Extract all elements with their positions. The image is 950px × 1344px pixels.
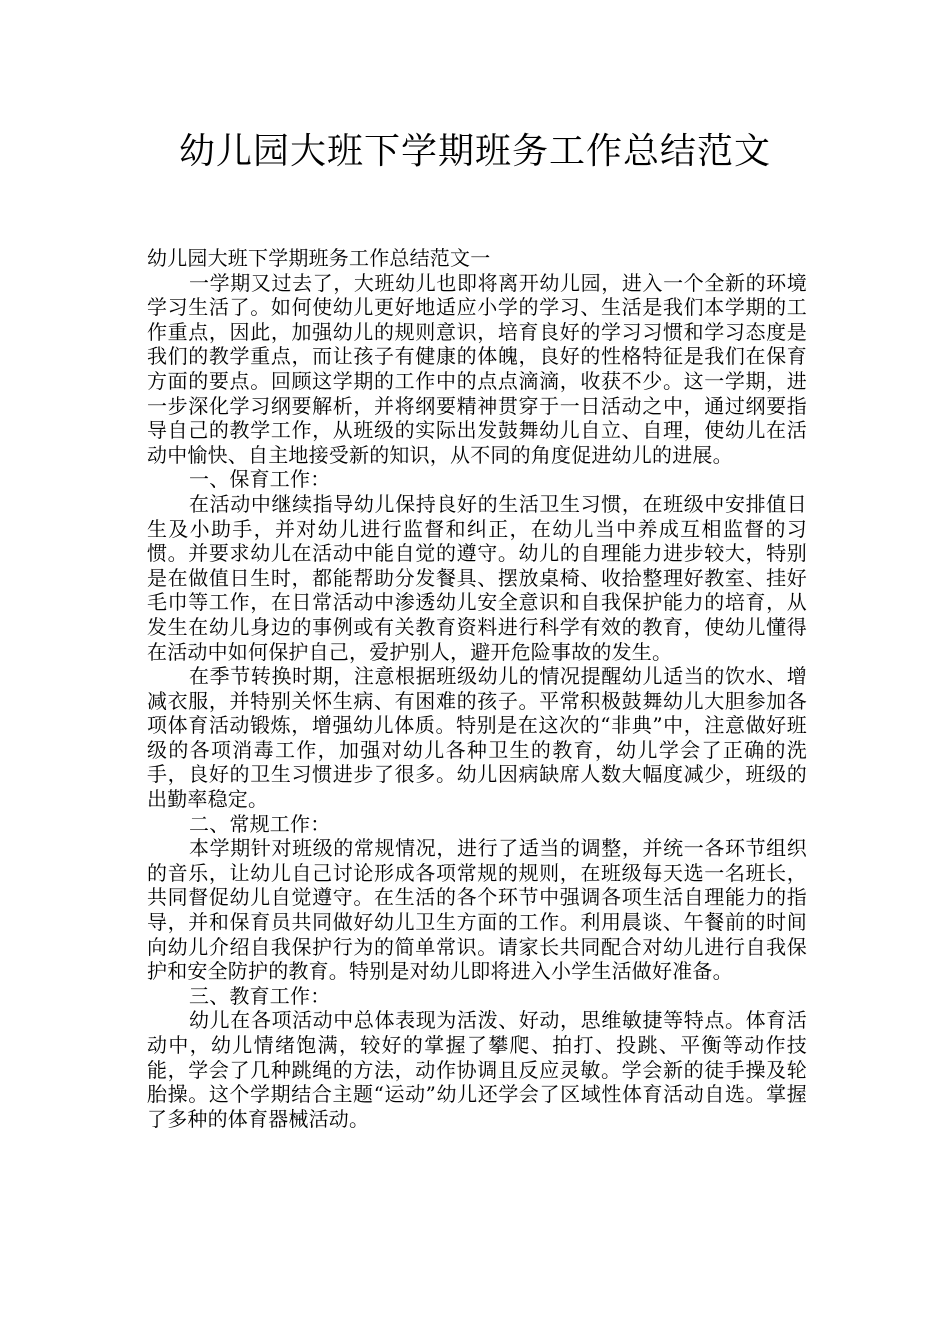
- section-subtitle: 幼儿园大班下学期班务工作总结范文一: [147, 246, 491, 270]
- paragraph-care-2: 在季节转换时期，注意根据班级幼儿的情况提醒幼儿适当的饮水、增减衣服，并特别关怀生病、有困难的孩子。平常积极鼓舞幼儿大胆参加各项体育活动锻炼，增强幼儿体质。特别是在这次的“非典”中，注意做好班级的各项消毒工作，加强对幼儿各种卫生的教育，幼儿学会了正确的洗手，良好的卫生习惯进步了很多。幼儿因病缺席人数大幅度减少，班级的出勤率稳定。: [147, 664, 807, 812]
- paragraph-care-1: 在活动中继续指导幼儿保持良好的生活卫生习惯，在班级中安排值日生及小助手，并对幼儿进行监督和纠正，在幼儿当中养成互相监督的习惯。并要求幼儿在活动中能自觉的遵守。幼儿的自理能力进步较大，特别是在做值日生时，都能帮助分发餐具、摆放桌椅、收拾整理好教室、挂好毛巾等工作，在日常活动中渗透幼儿安全意识和自我保护能力的培育，从发生在幼儿身边的事例或有关教育资料进行科学有效的教育，使幼儿懂得在活动中如何保护自己，爱护别人，避开危险事故的发生。: [147, 491, 807, 664]
- heading-education-work: 三、教育工作：: [189, 983, 331, 1008]
- document-title: 幼儿园大班下学期班务工作总结范文: [178, 131, 771, 172]
- paragraph-education: 幼儿在各项活动中总体表现为活泼、好动，思维敏捷等特点。体育活动中，幼儿情绪饱满，较好的掌握了攀爬、拍打、投跳、平衡等动作技能，学会了几种跳绳的方法，动作协调且反应灵敏。学会新的徒手操及轮胎操。这个学期结合主题“运动”幼儿还学会了区域性体育活动自选。掌握了多种的体育器械活动。: [147, 1008, 807, 1131]
- paragraph-routine: 本学期针对班级的常规情况，进行了适当的调整，并统一各环节组织的音乐，让幼儿自己讨论形成各项常规的规则，在班级每天选一名班长，共同督促幼儿自觉遵守。在生活的各个环节中强调各项生活自理能力的指导，并和保育员共同做好幼儿卫生方面的工作。利用晨谈、午餐前的时间向幼儿介绍自我保护行为的简单常识。请家长共同配合对幼儿进行自我保护和安全防护的教育。特别是对幼儿即将进入小学生活做好准备。: [147, 836, 807, 984]
- heading-routine-work: 二、常规工作：: [189, 811, 331, 836]
- paragraph-intro: 一学期又过去了，大班幼儿也即将离开幼儿园，进入一个全新的环境学习生活了。如何使幼儿更好地适应小学的学习、生活是我们本学期的工作重点，因此，加强幼儿的规则意识，培育良好的学习习惯和学习态度是我们的教学重点，而让孩子有健康的体魄，良好的性格特征是我们在保育方面的要点。回顾这学期的工作中的点点滴滴，收获不少。这一学期，进一步深化学习纲要解析，并将纲要精神贯穿于一日活动之中，通过纲要指导自己的教学工作，从班级的实际出发鼓舞幼儿自立、自理，使幼儿在活动中愉快、自主地接受新的知识，从不同的角度促进幼儿的进展。: [147, 270, 807, 467]
- document-body: [147, 246, 807, 1131]
- heading-care-work: 一、保育工作：: [189, 467, 331, 492]
